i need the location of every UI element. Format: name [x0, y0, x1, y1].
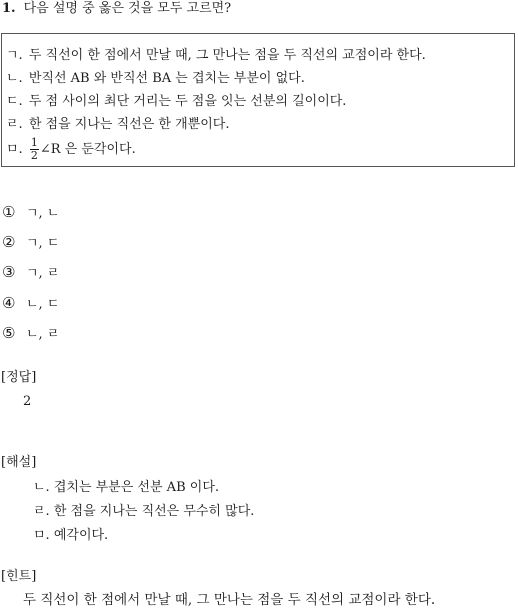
answer-value: 2: [23, 394, 32, 409]
choice-text: ㄱ, ㄹ: [26, 266, 60, 281]
fraction-numerator: 1: [30, 136, 38, 149]
choice-item[interactable]: [2, 202, 59, 222]
choice-item[interactable]: [2, 262, 59, 282]
choice-number: ⑤: [2, 324, 16, 342]
statement-text: 두 점 사이의 최단 거리는 두 점을 잇는 선분의 길이이다.: [28, 94, 347, 109]
question-header: [2, 0, 231, 18]
hint-label: [힌트]: [1, 569, 37, 584]
statement-text: 한 점을 지나는 직선은 한 개뿐이다.: [28, 117, 230, 132]
answer-label: [정답]: [1, 370, 37, 385]
fraction: [30, 137, 39, 162]
choice-item[interactable]: [2, 232, 59, 252]
choice-text: ㄴ, ㄹ: [26, 327, 60, 342]
choice-item[interactable]: [2, 323, 59, 343]
explanation-label: [해설]: [1, 455, 37, 470]
statement-item: [6, 69, 305, 89]
choice-text: ㄱ, ㄴ: [26, 206, 60, 221]
choice-number: ①: [2, 203, 16, 221]
question-number: 1.: [2, 1, 16, 16]
statement-mark: ㄱ.: [6, 48, 23, 63]
choice-text: ㄴ, ㄷ: [26, 297, 60, 312]
statement-mark: ㄷ.: [6, 94, 23, 109]
explanation-line: ㄹ. 한 점을 지나는 직선은 무수히 많다.: [33, 504, 255, 519]
hint-text: 두 직선이 한 점에서 만날 때, 그 만나는 점을 두 직선의 교점이라 한다.: [23, 592, 436, 608]
statement-mark: ㅁ.: [6, 142, 23, 157]
explanation-line: ㄴ. 겹치는 부분은 선분 AB 이다.: [33, 480, 220, 495]
statement-item: [6, 46, 426, 66]
statement-mark: ㄴ.: [6, 71, 23, 86]
explanation-line: ㅁ. 예각이다.: [33, 528, 109, 543]
statement-item: [6, 92, 346, 112]
statement-box: [1, 33, 515, 167]
statement-text: 두 직선이 한 점에서 만날 때, 그 만나는 점을 두 직선의 교점이라 한다.: [28, 48, 426, 63]
choice-item[interactable]: [2, 293, 59, 313]
question-text: 다음 설명 중 옳은 것을 모두 고르면?: [23, 1, 232, 16]
statement-mark: ㄹ.: [6, 117, 23, 132]
statement-item: [6, 136, 136, 164]
choice-number: ③: [2, 263, 16, 281]
statement-item: [6, 115, 229, 135]
fraction-denominator: 2: [30, 149, 38, 162]
statement-text: ∠R 은 둔각이다.: [39, 142, 136, 157]
statement-text: 반직선 AB 와 반직선 BA 는 겹치는 부분이 없다.: [28, 71, 305, 86]
choice-number: ②: [2, 233, 16, 251]
choice-number: ④: [2, 294, 16, 312]
choice-text: ㄱ, ㄷ: [26, 236, 60, 251]
